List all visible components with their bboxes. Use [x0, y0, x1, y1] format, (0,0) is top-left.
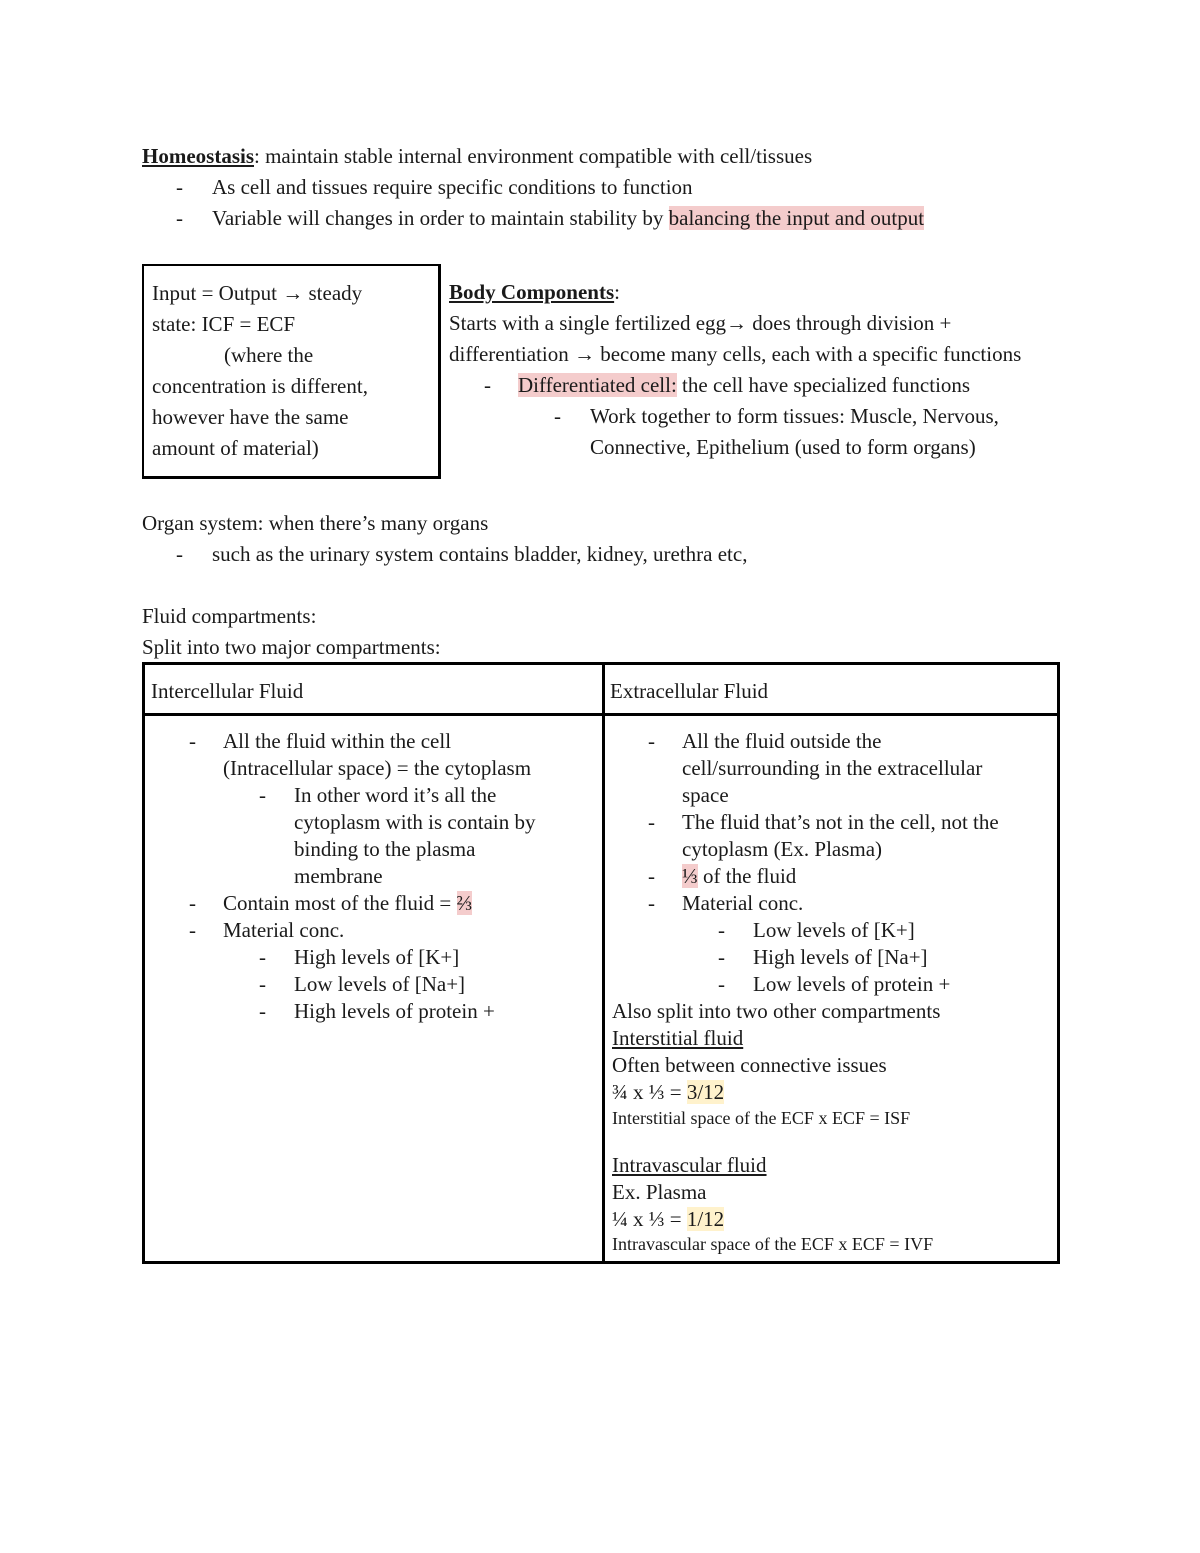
isf-note: Interstitial space of the ECF x ECF = ISF: [612, 1108, 911, 1128]
bullet-dash: -: [176, 175, 183, 199]
isf-calc: [612, 1079, 724, 1106]
ecf-b1-l3: space: [682, 783, 729, 807]
ivf-calc-text: ¼ x ⅓ =: [612, 1207, 687, 1231]
ecf-b1-l1: All the fluid outside the: [682, 729, 882, 753]
differentiated-cell-desc: the cell have specialized functions: [676, 373, 971, 397]
box-line: however have the same: [152, 405, 349, 429]
homeostasis-term: Homeostasis: [142, 144, 254, 168]
isf-calc-text: ¾ x ⅓ =: [612, 1080, 687, 1104]
ecf-b4s-3: Low levels of protein +: [753, 972, 951, 996]
icf-b1-l2: (Intracellular space) = the cytoplasm: [223, 756, 532, 780]
bullet-dash: -: [718, 918, 725, 942]
box-line: Input = Output → steady: [152, 281, 363, 305]
icf-b3s-1: High levels of [K+]: [294, 945, 460, 969]
ivf-title: Intravascular fluid: [612, 1153, 767, 1177]
body-components-heading: [449, 277, 620, 308]
homeostasis-bullet-2-text: Variable will changes in order to maintain stability by: [212, 206, 669, 230]
icf-b3: Material conc.: [223, 918, 345, 942]
bullet-dash: -: [176, 206, 183, 230]
heading-colon: :: [614, 280, 620, 304]
ecf-also-split: Also split into two other compartments: [612, 999, 941, 1023]
highlight-ivf-fraction: 1/12: [686, 1207, 725, 1231]
table-divider-vertical: [602, 665, 605, 1261]
ivf-calc: [612, 1206, 724, 1233]
body-components-line-2: differentiation → become many cells, each with a specific functions: [449, 342, 1022, 366]
ecf-b4: Material conc.: [682, 891, 804, 915]
bullet-dash: -: [648, 810, 655, 834]
homeostasis-definition: : maintain stable internal environment compatible with cell/tissues: [254, 144, 813, 168]
tissues-line-2: Connective, Epithelium (used to form organs): [590, 435, 976, 459]
icf-b2-text: Contain most of the fluid =: [223, 891, 457, 915]
ecf-b3-rest: of the fluid: [697, 864, 797, 888]
table-header-ecf: Extracellular Fluid: [610, 679, 769, 703]
icf-b1s-l4: membrane: [294, 864, 383, 888]
body-components-title: Body Components: [449, 280, 615, 304]
homeostasis-line: [142, 141, 812, 172]
highlight-one-third: ⅓: [682, 864, 698, 888]
bullet-dash: -: [259, 972, 266, 996]
bullet-dash: -: [648, 729, 655, 753]
box-line: state: ICF = ECF: [152, 312, 296, 336]
highlight-differentiated-cell: Differentiated cell:: [518, 373, 677, 397]
bullet-dash: -: [176, 542, 183, 566]
homeostasis-bullet-1: As cell and tissues require specific conditions to function: [212, 175, 693, 199]
bullet-dash: -: [189, 918, 196, 942]
steady-state-box: [142, 264, 441, 479]
ecf-b4s-2: High levels of [Na+]: [753, 945, 928, 969]
box-line: (where the: [224, 343, 314, 367]
tissues-line-1: Work together to form tissues: Muscle, Nervous,: [590, 404, 999, 428]
icf-b1s-l3: binding to the plasma: [294, 837, 476, 861]
isf-desc: Often between connective issues: [612, 1053, 887, 1077]
ecf-b3: [682, 863, 796, 890]
icf-b1-l1: All the fluid within the cell: [223, 729, 452, 753]
ecf-b2-l2: cytoplasm (Ex. Plasma): [682, 837, 883, 861]
bullet-dash: -: [648, 864, 655, 888]
isf-title: Interstitial fluid: [612, 1026, 744, 1050]
bullet-dash: -: [648, 891, 655, 915]
differentiated-cell-line: [518, 370, 970, 401]
bullet-dash: -: [718, 945, 725, 969]
fluid-table: [142, 662, 1060, 1264]
icf-b1s-l1: In other word it’s all the: [294, 783, 497, 807]
bullet-dash: -: [259, 945, 266, 969]
icf-b2: [223, 890, 472, 917]
icf-b3s-3: High levels of protein +: [294, 999, 495, 1023]
icf-b3s-2: Low levels of [Na+]: [294, 972, 466, 996]
box-line: concentration is different,: [152, 374, 368, 398]
bullet-dash: -: [259, 999, 266, 1023]
body-components-line-1: Starts with a single fertilized egg→ does through division +: [449, 311, 952, 335]
organ-system-line: Organ system: when there’s many organs: [142, 511, 489, 535]
icf-b1s-l2: cytoplasm with is contain by: [294, 810, 536, 834]
bullet-dash: -: [554, 404, 561, 428]
ivf-desc: Ex. Plasma: [612, 1180, 707, 1204]
bullet-dash: -: [718, 972, 725, 996]
table-divider-horizontal: [145, 713, 1057, 716]
highlight-isf-fraction: 3/12: [686, 1080, 725, 1104]
box-line: amount of material): [152, 436, 319, 460]
ivf-note: Intravascular space of the ECF x ECF = IVF: [612, 1234, 934, 1254]
fluid-subheading: Split into two major compartments:: [142, 635, 441, 659]
ecf-b1-l2: cell/surrounding in the extracellular: [682, 756, 983, 780]
bullet-dash: -: [189, 891, 196, 915]
homeostasis-bullet-2: [212, 203, 924, 234]
ecf-b2-l1: The fluid that’s not in the cell, not the: [682, 810, 999, 834]
table-header-icf: Intercellular Fluid: [151, 679, 304, 703]
organ-system-bullet: such as the urinary system contains bladder, kidney, urethra etc,: [212, 542, 748, 566]
bullet-dash: -: [484, 373, 491, 397]
highlight-two-thirds: ⅔: [456, 891, 473, 915]
highlight-balance: balancing the input and output: [668, 206, 925, 230]
bullet-dash: -: [259, 783, 266, 807]
fluid-heading: Fluid compartments:: [142, 604, 317, 628]
bullet-dash: -: [189, 729, 196, 753]
ecf-b4s-1: Low levels of [K+]: [753, 918, 915, 942]
